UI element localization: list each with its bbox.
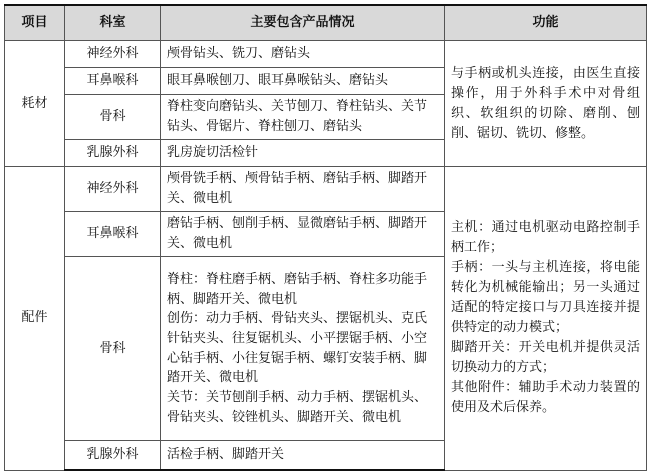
department-cell: 耳鼻喉科 xyxy=(65,212,161,257)
department-cell: 骨科 xyxy=(65,257,161,440)
category-accessories: 配件 xyxy=(5,167,65,470)
products-cell: 脊柱变向磨钻头、关节刨刀、脊柱钻头、关节钻头、骨锯片、脊柱刨刀、磨钻头 xyxy=(161,95,445,140)
products-cell: 眼耳鼻喉刨刀、眼耳鼻喉钻头、磨钻头 xyxy=(161,68,445,95)
product-table xyxy=(4,4,647,471)
table-row xyxy=(5,167,647,212)
header-function: 功能 xyxy=(445,5,647,41)
products-cell: 脊柱：脊柱磨手柄、磨钻手柄、脊柱多功能手柄、脚踏开关、微电机 创伤：动力手柄、骨钻夹头、摆锯机头、克氏针钻夹头、往复锯机头、小平摆锯手柄、小空心钻手柄、小往复锯手柄、螺钉安装手柄、脚踏开关、微电机 关节：关节刨削手柄、动力手柄、摆锯机头、骨钻夹头、铰锉机头、脚踏开关、微电机 xyxy=(161,257,445,440)
products-cell: 活检手柄、脚踏开关 xyxy=(161,440,445,470)
header-category: 项目 xyxy=(5,5,65,41)
function-consumables: 与手柄或机头连接，由医生直接操作，用于外科手术中对骨组织、软组织的切除、磨削、刨削、锯切、铣切、修整。 xyxy=(445,41,647,167)
products-cell: 颅骨铣手柄、颅骨钻手柄、磨钻手柄、脚踏开关、微电机 xyxy=(161,167,445,212)
header-products: 主要包含产品情况 xyxy=(161,5,445,41)
department-cell: 骨科 xyxy=(65,95,161,140)
category-consumables: 耗材 xyxy=(5,41,65,167)
department-cell: 神经外科 xyxy=(65,41,161,68)
table-row xyxy=(5,41,647,68)
department-cell: 耳鼻喉科 xyxy=(65,68,161,95)
function-accessories: 主机：通过电机驱动电路控制手柄工作； 手柄：一头与主机连接，将电能转化为机械能输出；另一头通过适配的特定接口与刀具连接并提供特定的动力模式； 脚踏开关：开关电机并提供灵活切换动力的方式； 其他附件：辅助手术动力装置的使用及术后保养。 xyxy=(445,167,647,470)
header-department: 科室 xyxy=(65,5,161,41)
products-cell: 颅骨钻头、铣刀、磨钻头 xyxy=(161,41,445,68)
products-cell: 乳房旋切活检针 xyxy=(161,140,445,167)
department-cell: 乳腺外科 xyxy=(65,140,161,167)
header-row xyxy=(5,5,647,41)
department-cell: 神经外科 xyxy=(65,167,161,212)
department-cell: 乳腺外科 xyxy=(65,440,161,470)
products-cell: 磨钻手柄、刨削手柄、显微磨钻手柄、脚踏开关、微电机 xyxy=(161,212,445,257)
